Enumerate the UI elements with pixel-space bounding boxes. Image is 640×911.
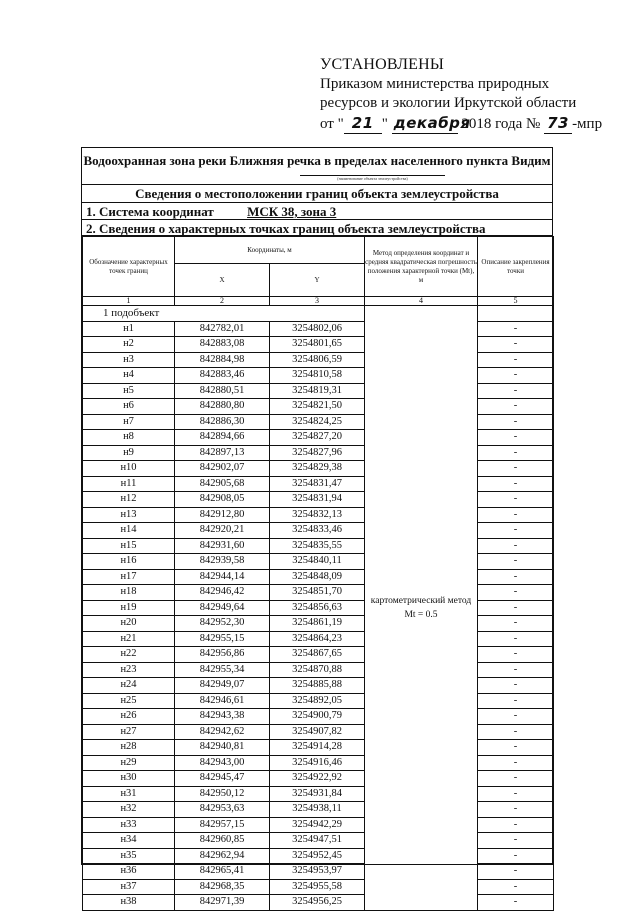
order-suffix: -мпр [572,116,603,132]
table-row [83,368,554,384]
table-row [83,523,554,539]
coord-y: 3254942,29 [270,817,365,833]
point-name: н38 [83,895,175,911]
table-row [83,755,554,771]
coord-y: 3254840,11 [270,554,365,570]
point-name: н21 [83,631,175,647]
boundary-sheet [81,147,553,908]
coord-x: 842880,80 [175,399,270,415]
coord-x: 842968,35 [175,879,270,895]
header-method: Метод определения координат и средняя квадратическая погрешность положения характерной точки (Mt), м [365,237,478,297]
point-name: н4 [83,368,175,384]
coord-y: 3254851,70 [270,585,365,601]
coord-y: 3254900,79 [270,709,365,725]
coord-x: 842962,94 [175,848,270,864]
coord-x: 842908,05 [175,492,270,508]
coord-x: 842949,07 [175,678,270,694]
point-description: - [478,709,554,725]
header-description: Описание закрепления точки [478,237,554,297]
table-row [83,430,554,446]
coord-y: 3254832,13 [270,507,365,523]
subobject-label: 1 подобъект [83,306,365,322]
column-number: 4 [365,297,478,306]
point-name: н9 [83,445,175,461]
coord-y: 3254821,50 [270,399,365,415]
coord-x: 842950,12 [175,786,270,802]
point-description: - [478,476,554,492]
table-row [83,445,554,461]
table-row [83,383,554,399]
table-row [83,507,554,523]
point-description: - [478,368,554,384]
coord-x: 842883,46 [175,368,270,384]
coord-y: 3254922,92 [270,771,365,787]
section-title: Сведения о местоположении границ объекта землеустройства [82,184,552,203]
coord-x: 842940,81 [175,740,270,756]
coord-y: 3254864,23 [270,631,365,647]
coord-y: 3254801,65 [270,337,365,353]
coord-y: 3254914,28 [270,740,365,756]
handwritten-day: 21 [344,114,382,134]
point-description: - [478,383,554,399]
point-name: н37 [83,879,175,895]
point-description: - [478,585,554,601]
point-description: - [478,802,554,818]
coord-x: 842971,39 [175,895,270,911]
coordinates-table [82,236,554,911]
coord-x: 842939,58 [175,554,270,570]
coord-x: 842782,01 [175,321,270,337]
coord-x: 842956,86 [175,647,270,663]
subobject-desc [478,306,554,322]
coord-y: 3254861,19 [270,616,365,632]
coord-y: 3254810,58 [270,368,365,384]
point-name: н1 [83,321,175,337]
point-description: - [478,414,554,430]
point-description: - [478,895,554,911]
point-name: н12 [83,492,175,508]
coord-y: 3254824,25 [270,414,365,430]
point-name: н30 [83,771,175,787]
coord-x: 842965,41 [175,864,270,880]
table-row [83,461,554,477]
coord-x: 842949,64 [175,600,270,616]
point-description: - [478,755,554,771]
coord-y: 3254835,55 [270,538,365,554]
point-description: - [478,445,554,461]
point-name: н24 [83,678,175,694]
point-name: н23 [83,662,175,678]
point-name: н32 [83,802,175,818]
coord-x: 842905,68 [175,476,270,492]
coord-x: 842955,15 [175,631,270,647]
point-description: - [478,461,554,477]
point-name: н29 [83,755,175,771]
coord-y: 3254916,46 [270,755,365,771]
coord-y: 3254931,84 [270,786,365,802]
table-row [83,554,554,570]
coord-y: 3254955,58 [270,879,365,895]
coord-x: 842957,15 [175,817,270,833]
column-number: 3 [270,297,365,306]
table-row [83,476,554,492]
coord-y: 3254833,46 [270,523,365,539]
point-name: н28 [83,740,175,756]
coordinate-system-row [82,202,552,220]
table-row [83,414,554,430]
point-name: н34 [83,833,175,849]
coord-x: 842883,08 [175,337,270,353]
point-name: н18 [83,585,175,601]
table-row [83,569,554,585]
approval-header [320,55,620,134]
point-name: н16 [83,554,175,570]
point-description: - [478,569,554,585]
column-number-row [83,297,554,306]
coord-x: 842902,07 [175,461,270,477]
subobject-row [83,306,554,322]
point-name: н35 [83,848,175,864]
coord-x: 842880,51 [175,383,270,399]
table-row [83,662,554,678]
point-description: - [478,786,554,802]
coord-y: 3254938,11 [270,802,365,818]
point-name: н20 [83,616,175,632]
coord-x: 842960,85 [175,833,270,849]
point-name: н14 [83,523,175,539]
coord-x: 842952,30 [175,616,270,632]
table-row [83,895,554,911]
handwritten-month: декабря [393,114,471,132]
coord-x: 842943,00 [175,755,270,771]
table-row [83,879,554,895]
coordinate-system-value: МСК 38, зона 3 [247,204,337,219]
point-description: - [478,492,554,508]
coord-y: 3254907,82 [270,724,365,740]
header-point-label: Обозначение характерных точек границ [83,237,175,297]
point-description: - [478,879,554,895]
coord-y: 3254892,05 [270,693,365,709]
point-name: н36 [83,864,175,880]
point-name: н25 [83,693,175,709]
table-header-row [83,237,554,264]
coord-y: 3254827,96 [270,445,365,461]
table-row [83,399,554,415]
coord-y: 3254956,25 [270,895,365,911]
point-description: - [478,554,554,570]
point-name: н26 [83,709,175,725]
from-label: от [320,116,334,132]
point-description: - [478,337,554,353]
point-description: - [478,430,554,446]
table-row [83,647,554,663]
coord-y: 3254802,06 [270,321,365,337]
table-row [83,631,554,647]
point-description: - [478,833,554,849]
coord-x: 842942,62 [175,724,270,740]
coord-y: 3254819,31 [270,383,365,399]
header-x: X [175,264,270,297]
point-description: - [478,740,554,756]
point-name: н19 [83,600,175,616]
method-cell: картометрический метод Mt = 0.5 [365,306,478,911]
table-row [83,492,554,508]
point-description: - [478,507,554,523]
coord-x: 842946,42 [175,585,270,601]
point-name: н11 [83,476,175,492]
point-name: н6 [83,399,175,415]
point-description: - [478,724,554,740]
point-description: - [478,616,554,632]
table-row [83,538,554,554]
point-name: н17 [83,569,175,585]
coord-y: 3254867,65 [270,647,365,663]
coord-y: 3254952,45 [270,848,365,864]
table-row [83,352,554,368]
point-name: н15 [83,538,175,554]
coord-y: 3254953,97 [270,864,365,880]
approval-line-3: ресурсов и экологии Иркутской области [320,95,577,111]
coord-x: 842912,80 [175,507,270,523]
point-name: н27 [83,724,175,740]
point-description: - [478,631,554,647]
table-row [83,802,554,818]
coord-y: 3254831,47 [270,476,365,492]
coord-x: 842884,98 [175,352,270,368]
point-description: - [478,352,554,368]
table-row [83,724,554,740]
coord-x: 842886,30 [175,414,270,430]
coord-y: 3254806,59 [270,352,365,368]
coord-y: 3254870,88 [270,662,365,678]
point-name: н7 [83,414,175,430]
coord-y: 3254829,38 [270,461,365,477]
coord-x: 842946,61 [175,693,270,709]
point-description: - [478,662,554,678]
point-name: н33 [83,817,175,833]
table-row [83,600,554,616]
point-description: - [478,817,554,833]
column-number: 5 [478,297,554,306]
coord-x: 842920,21 [175,523,270,539]
table-row [83,740,554,756]
column-number: 2 [175,297,270,306]
coord-y: 3254947,51 [270,833,365,849]
object-title: Водоохранная зона реки Ближняя речка в пределах населенного пункта Видим [83,153,551,168]
table-row [83,864,554,880]
header-y: Y [270,264,365,297]
coordinate-system-label: 1. Система координат [86,204,214,219]
point-name: н2 [83,337,175,353]
handwritten-number: 73 [544,114,572,134]
point-name: н22 [83,647,175,663]
coord-y: 3254831,94 [270,492,365,508]
coord-x: 842931,60 [175,538,270,554]
point-description: - [478,538,554,554]
point-name: н31 [83,786,175,802]
point-description: - [478,399,554,415]
table-row [83,771,554,787]
points-section-title: 2. Сведения о характерных точках границ объекта землеустройства [82,220,552,236]
table-row [83,616,554,632]
coord-x: 842894,66 [175,430,270,446]
point-name: н10 [83,461,175,477]
table-row [83,678,554,694]
coord-x: 842955,34 [175,662,270,678]
point-name: н8 [83,430,175,446]
table-row [83,833,554,849]
point-description: - [478,848,554,864]
point-description: - [478,771,554,787]
point-name: н13 [83,507,175,523]
point-name: н3 [83,352,175,368]
coord-y: 3254885,88 [270,678,365,694]
coord-x: 842897,13 [175,445,270,461]
table-row [83,337,554,353]
table-row [83,693,554,709]
table-row [83,585,554,601]
header-coordinates: Координаты, м [175,237,365,264]
coord-x: 842945,47 [175,771,270,787]
point-description: - [478,523,554,539]
table-row [83,817,554,833]
coord-x: 842944,14 [175,569,270,585]
coord-y: 3254848,09 [270,569,365,585]
approval-date-line: от " 21 " декабря 2018 года № 73 -мпр [320,114,603,132]
coord-y: 3254827,20 [270,430,365,446]
table-row [83,709,554,725]
point-name: н5 [83,383,175,399]
approval-line-2: Приказом министерства природных [320,76,550,92]
object-caption: (наименование объекта землеустройства) [300,175,445,183]
approval-title: УСТАНОВЛЕНЫ [320,56,445,73]
coord-x: 842943,38 [175,709,270,725]
column-number: 1 [83,297,175,306]
table-row [83,786,554,802]
table-row [83,321,554,337]
coord-x: 842953,63 [175,802,270,818]
point-description: - [478,864,554,880]
table-row [83,848,554,864]
point-description: - [478,693,554,709]
point-description: - [478,678,554,694]
coord-y: 3254856,63 [270,600,365,616]
point-description: - [478,321,554,337]
year-label: 2018 года № [461,116,541,132]
point-description: - [478,600,554,616]
point-description: - [478,647,554,663]
